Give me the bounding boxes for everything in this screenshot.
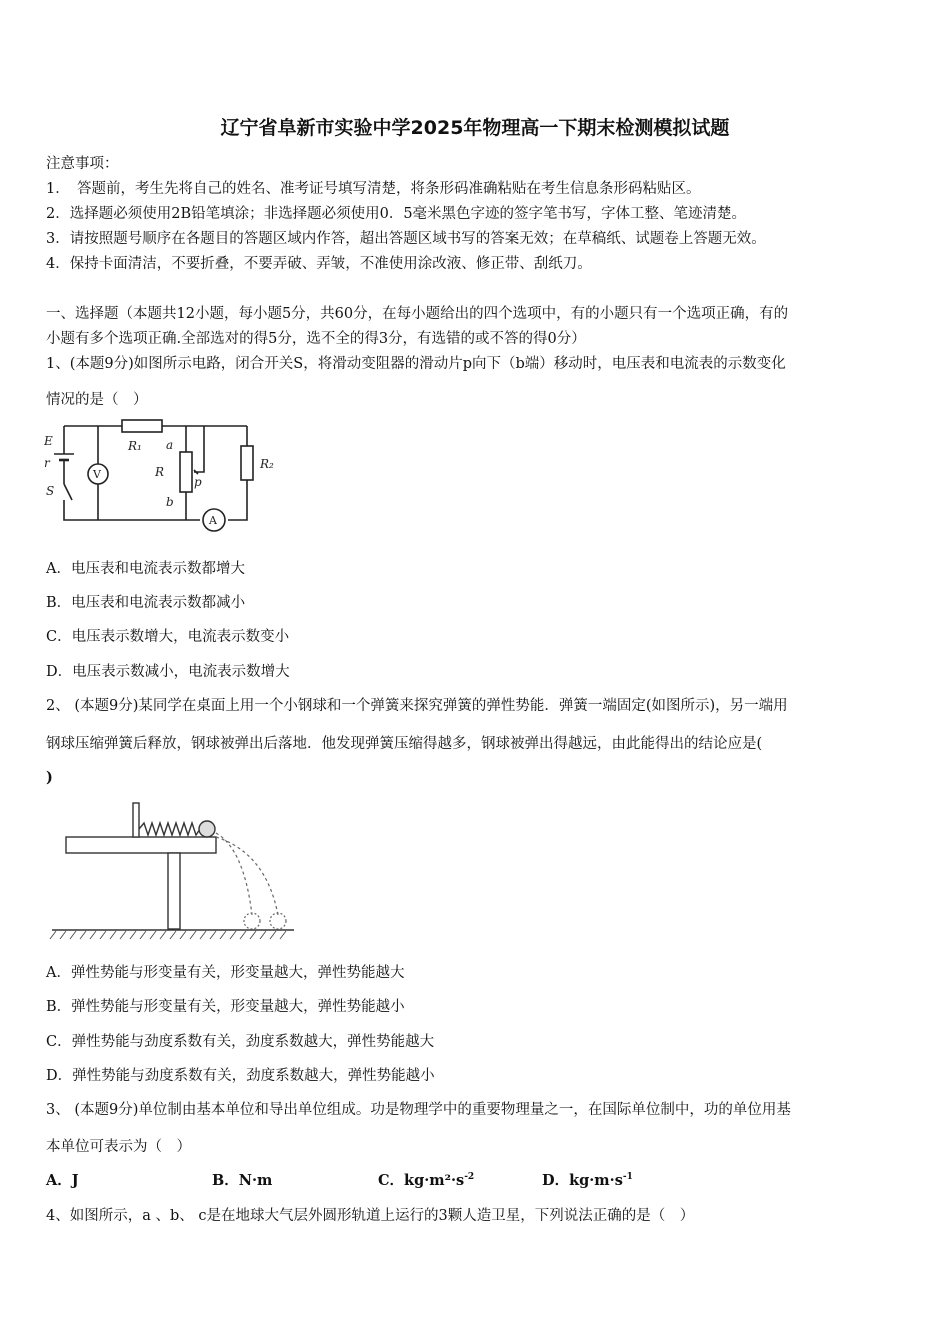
section-heading-line1: 一、选择题（本题共12小题，每小题5分，共60分，在每小题给出的四个选项中，有的小题只有一个选项正确，有的 [46,306,789,322]
label-R2: R₂ [260,457,274,471]
q1-option-c: C．电压表示数增大，电流表示数变小 [46,629,290,645]
notice-heading: 注意事项： [46,156,119,172]
q2-stem-line3: ) [46,769,53,786]
label-E: E [44,434,53,448]
steel-ball-icon [199,821,215,837]
q2-stem-line2: 钢球压缩弹簧后释放，钢球被弹出后落地．他发现弹簧压缩得越多，钢球被弹出得越远，由此能得出的结论应是( [46,736,763,752]
ground-hatching [50,931,286,939]
label-R1: R₁ [128,439,142,453]
q1-option-d: D．电压表示数减小，电流表示数增大 [46,664,290,680]
q2-option-c: C．弹性势能与劲度系数有关，劲度系数越大，弹性势能越大 [46,1034,435,1050]
label-V: V [93,468,101,481]
q3-option-d [542,1169,633,1190]
q3-stem-line2: 本单位可表示为（ ） [46,1139,191,1155]
q1-circuit-diagram [40,412,290,537]
notice-item-1: 1． 答题前，考生先将自己的姓名、准考证号填写清楚，将条形码准确粘贴在考生信息条形码粘贴区。 [46,181,701,197]
q2-option-d: D．弹性势能与劲度系数有关，劲度系数越大，弹性势能越小 [46,1068,435,1084]
q3-option-c-base: C．kg·m²·s [378,1172,465,1189]
q3-option-c-exponent: -2 [464,1172,475,1183]
trajectory-paths [216,833,278,915]
notice-item-2: 2．选择题必须使用2B铅笔填涂；非选择题必须使用0．5毫米黑色字迹的签字笔书写，字体工整、笔迹清楚。 [46,206,747,222]
label-a: a [166,438,174,452]
q2-stem-line1: 2、 (本题9分)某同学在桌面上用一个小钢球和一个弹簧来探究弹簧的弹性势能．弹簧一端固定(如图所示)，另一端用 [46,698,788,714]
label-A: A [209,514,217,527]
q3-option-c [378,1169,474,1190]
q3-option-a: A．J [46,1172,79,1189]
q1-stem-line1: 1、(本题9分)如图所示电路，闭合开关S，将滑动变阻器的滑动片p向下（b端）移动时，电压表和电流表的示数变化 [46,356,786,372]
label-p: p [194,475,202,489]
notice-item-3: 3．请按照题号顺序在各题目的答题区域内作答，超出答题区域书写的答案无效；在草稿纸、试题卷上答题无效。 [46,231,766,247]
label-S: S [46,484,55,498]
label-r: r [44,456,50,470]
q3-option-b: B．N·m [212,1172,273,1189]
exam-title: 辽宁省阜新市实验中学2025年物理高一下期末检测模拟试题 [220,117,730,139]
label-R: R [155,465,165,479]
q2-spring-table-figure [44,797,304,947]
q3-option-d-base: D．kg·m·s [542,1172,623,1189]
q1-stem-line2: 情况的是（ ） [46,392,148,408]
q4-stem-line1: 4、如图所示，a 、b、 c是在地球大气层外圆形轨道上运行的3颗人造卫星，下列说法正确的是（ ） [46,1208,695,1224]
landing-ball-1-icon [244,913,260,929]
notice-item-4: 4．保持卡面清洁，不要折叠，不要弄破、弄皱，不准使用涂改液、修正带、刮纸刀。 [46,256,592,272]
q1-option-b: B．电压表和电流表示数都减小 [46,595,246,611]
q2-option-b: B．弹性势能与形变量有关，形变量越大，弹性势能越小 [46,999,405,1015]
landing-ball-2-icon [270,913,286,929]
q3-stem-line1: 3、 (本题9分)单位制由基本单位和导出单位组成。功是物理学中的重要物理量之一，在国际单位制中，功的单位用基 [46,1102,791,1118]
q3-option-d-exponent: -1 [622,1172,633,1183]
section-heading-line2: 小题有多个选项正确.全部选对的得5分，选不全的得3分，有选错的或不答的得0分） [46,331,586,347]
q2-option-a: A．弹性势能与形变量有关，形变量越大，弹性势能越大 [46,965,405,981]
q1-option-a: A．电压表和电流表示数都增大 [46,561,245,577]
label-b: b [166,495,174,509]
